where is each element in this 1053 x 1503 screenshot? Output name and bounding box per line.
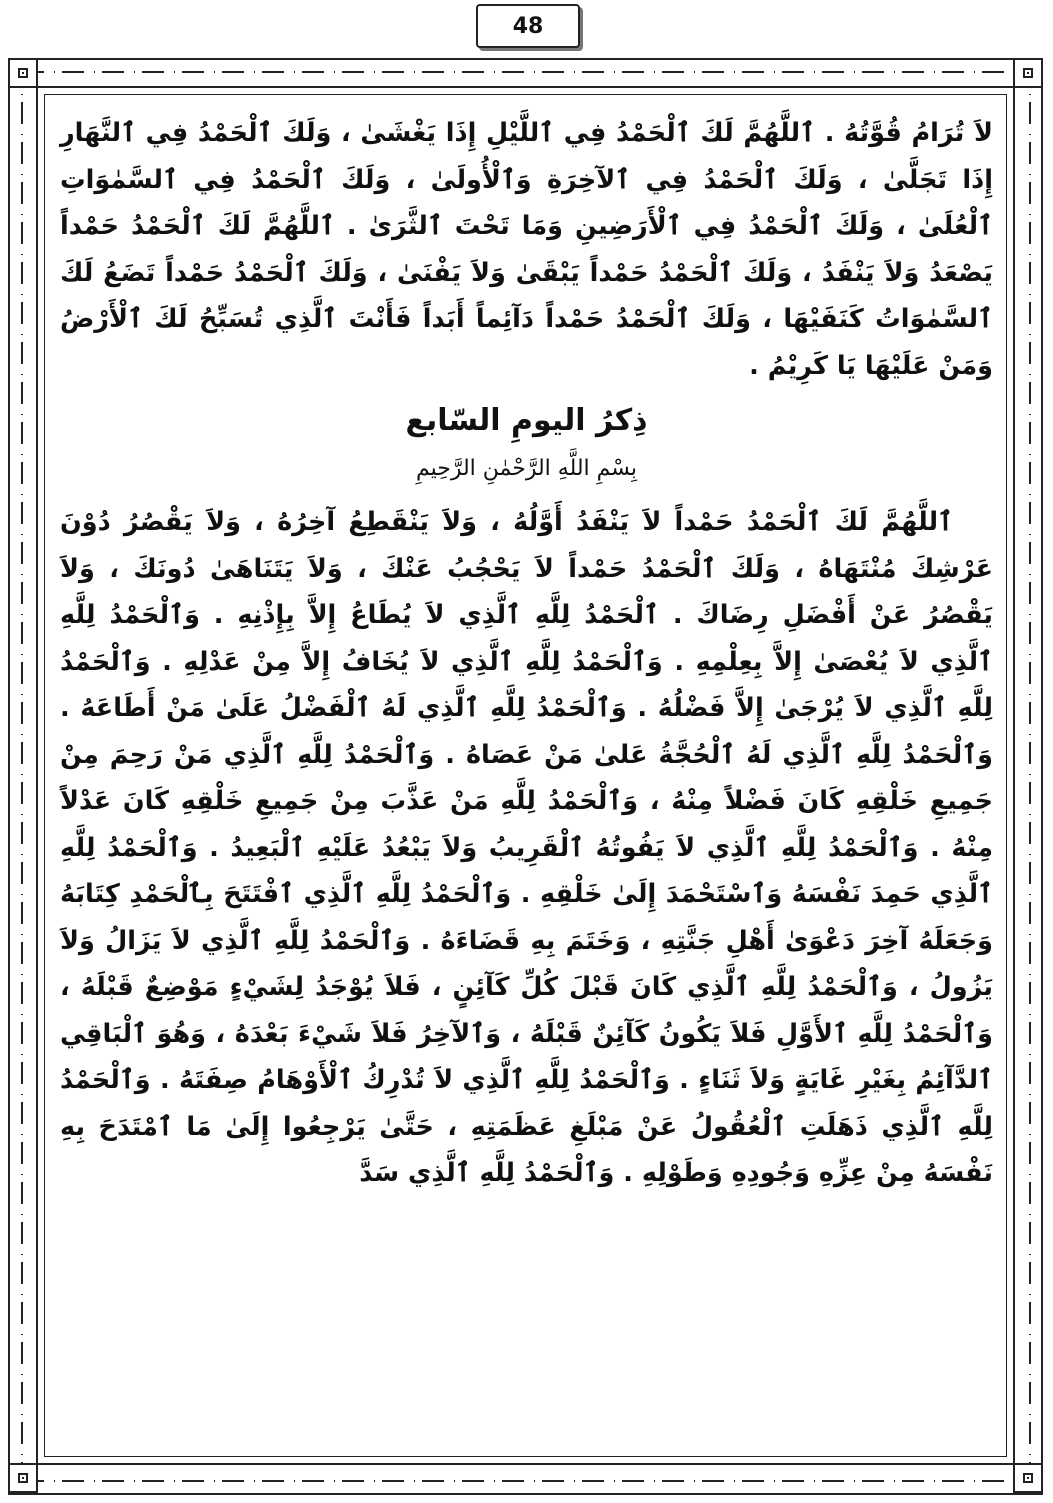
paragraph-2: ٱللَّهُمَّ لَكَ ٱلْحَمْدُ حَمْداً لاَ يَنْفَدُ أَوَّلُهُ ، وَلاَ يَنْقَطِعُ آخِرُهُ ، وَلاَ يَقْصُرُ دُوْنَ عَرْشِكَ مُنْتَهَاهُ ، وَلَكَ ٱلْحَمْدُ حَمْداً لاَ يَحْجُبُ عَنْكَ ، وَلاَ يَتَنَاهَىٰ دُونَكَ ، وَلاَ يَقْصُرُ عَنْ أَفْضَلِ رِضَاكَ . ٱلْحَمْدُ لِلَّهِ ٱلَّذِي لاَ يُطَاعُ إِلاَّ بِإِذْنِهِ . وَٱلْحَمْدُ لِلَّهِ ٱلَّذِي لاَ يُعْصَىٰ إِلاَّ بِعِلْمِهِ . وَٱلْحَمْدُ لِلَّهِ ٱلَّذِي لاَ يُخَافُ إِلاَّ مِنْ عَدْلِهِ . وَٱلْحَمْدُ لِلَّهِ ٱلَّذِي لاَ يُرْجَىٰ إِلاَّ فَضْلُهُ . وَٱلْحَمْدُ لِلَّهِ ٱلَّذِي لَهُ ٱلْفَضْلُ عَلَىٰ مَنْ أَطَاعَهُ . وَٱلْحَمْدُ لِلَّهِ ٱلَّذِي لَهُ ٱلْحُجَّةُ عَلىٰ مَنْ عَصَاهُ . وَٱلْحَمْدُ لِلَّهِ ٱلَّذِي مَنْ رَحِمَ مِنْ جَمِيعِ خَلْقِهِ كَانَ فَضْلاً مِنْهُ ، وَٱلْحَمْدُ لِلَّهِ مَنْ عَذَّبَ مِنْ جَمِيعِ خَلْقِهِ كَانَ عَدْلاً مِنْهُ . وَٱلْحَمْدُ لِلَّهِ ٱلَّذِي لاَ يَفُوتُهُ ٱلْقَرِيبُ وَلاَ يَبْعُدُ عَلَيْهِ ٱلْبَعِيدُ . وَٱلْحَمْدُ لِلَّهِ ٱلَّذِي حَمِدَ نَفْسَهُ وَٱسْتَحْمَدَ إِلَىٰ خَلْقِهِ . وَٱلْحَمْدُ لِلَّهِ ٱلَّذِي ٱفْتَتَحَ بِٱلْحَمْدِ كِتَابَهُ وَجَعَلَهُ آخِرَ دَعْوَىٰ أَهْلِ جَنَّتِهِ ، وَخَتَمَ بِهِ قَضَاءَهُ . وَٱلْحَمْدُ لِلَّهِ ٱلَّذِي لاَ يَزَالُ وَلاَ يَزُولُ ، وَٱلْحَمْدُ لِلَّهِ ٱلَّذِي كَانَ قَبْلَ كُلِّ كَآئِنٍ ، فَلاَ يُوْجَدُ لِشَيْءٍ مَوْضِعٌ قَبْلَهُ ، وَٱلْحَمْدُ لِلَّهِ ٱلأَوَّلِ فَلاَ يَكُونُ كَآئِنٌ قَبْلَهُ ، وَٱلآخِرُ فَلاَ شَيْءَ بَعْدَهُ ، وَهُوَ ٱلْبَاقِي ٱلدَّآئِمُ بِغَيْرِ غَايَةٍ وَلاَ ثَنَاءٍ . وَٱلْحَمْدُ لِلَّهِ ٱلَّذِي لاَ تُدْرِكُ ٱلْأَوْهَامُ صِفَتَهُ . وَٱلْحَمْدُ لِلَّهِ ٱلَّذِي ذَهَلَتِ ٱلْعُقُولُ عَنْ مَبْلَغِ عَظَمَتِهِ ، حَتَّىٰ يَرْجِعُوا إِلَىٰ مَا ٱمْتَدَحَ بِهِ نَفْسَهُ مِنْ عِزِّهِ وَجُودِهِ وَطَوْلِهِ . وَٱلْحَمْدُ لِلَّهِ ٱلَّذِي سَدَّ: [60, 507, 993, 1188]
paragraph-1: لاَ تُرَامُ قُوَّتُهُ . ٱللَّهُمَّ لَكَ ٱلْحَمْدُ فِي ٱللَّيْلِ إِذَا يَغْشَىٰ ، وَلَكَ ٱلْحَمْدُ فِي ٱلنَّهَارِ إِذَا تَجَلَّىٰ ، وَلَكَ ٱلْحَمْدُ فِي ٱلآخِرَةِ وَٱلْأُولَىٰ ، وَلَكَ ٱلْحَمْدُ فِي ٱلسَّمٰوَاتِ ٱلْعُلَىٰ ، وَلَكَ ٱلْحَمْدُ فِي ٱلْأَرَضِينِ وَمَا تَحْتَ ٱلثَّرَىٰ . ٱللَّهُمَّ لَكَ ٱلْحَمْدُ حَمْداً يَصْعَدُ وَلاَ يَنْفَدُ ، وَلَكَ ٱلْحَمْدُ حَمْداً يَبْقَىٰ وَلاَ يَفْنَىٰ ، وَلَكَ ٱلْحَمْدُ حَمْداً تَضَعُ لَكَ ٱلسَّمٰوَاتُ كَنَفَيْهَا ، وَلَكَ ٱلْحَمْدُ حَمْداً دَآئِماً أَبَداً فَأَنْتَ ٱلَّذِي تُسَبِّحُ لَكَ ٱلْأَرْضُ وَمَنْ عَلَيْهَا يَا كَرِيْمُ .: [60, 118, 993, 381]
basmala: بِسْمِ اللَّهِ الرَّحْمٰنِ الرَّحِيمِ: [415, 456, 638, 481]
corner-ornament-bottom-right: [1013, 1463, 1043, 1493]
page-number: 48: [476, 4, 580, 48]
corner-ornament-bottom-left: [8, 1463, 38, 1493]
page-body: [60, 100, 993, 1197]
section-heading: ذِكرُ اليومِ السّابع: [405, 403, 648, 438]
corner-ornament-top-right: [1013, 58, 1043, 88]
corner-ornament-top-left: [8, 58, 38, 88]
